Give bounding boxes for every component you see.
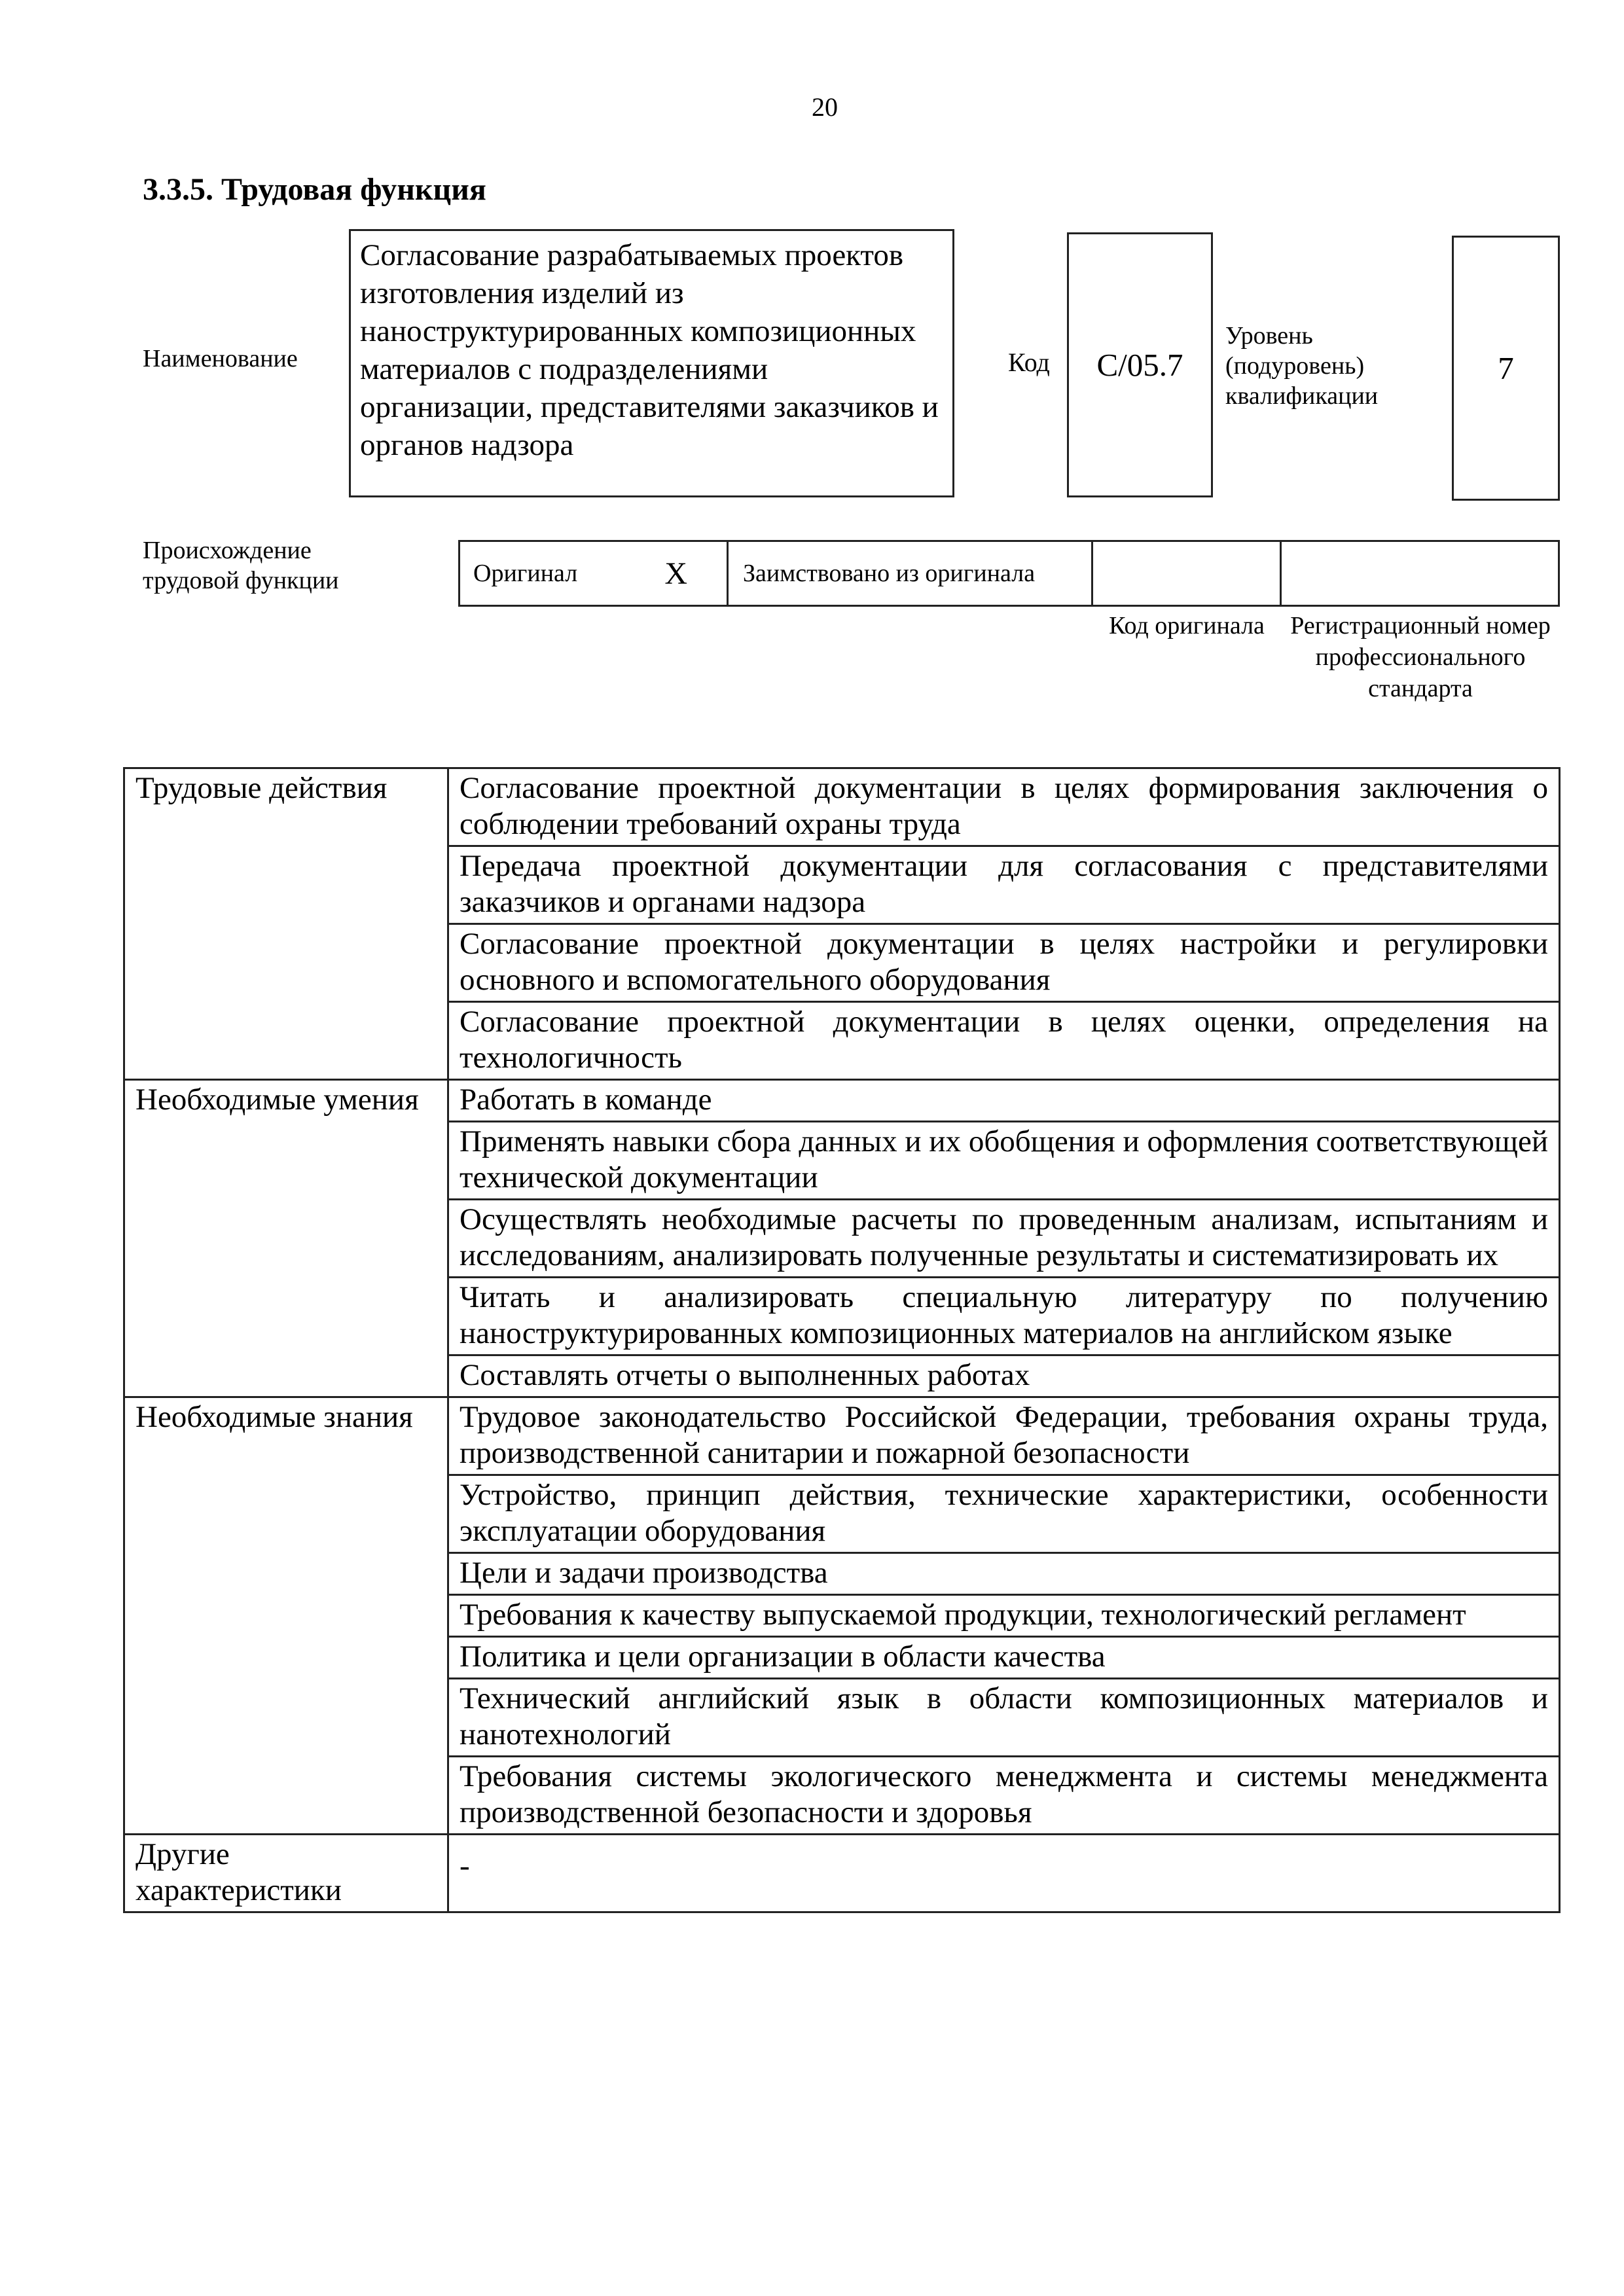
- item-cell: Трудовое законодательство Российской Федерации, требования охраны труда, производственной санитарии и пожарной безопасности: [448, 1397, 1560, 1475]
- origin-label: Происхождение трудовой функции: [143, 537, 339, 594]
- borrowed-label: Заимствовано из оригинала: [743, 560, 1036, 587]
- category-cell: Необходимые умения: [124, 1080, 448, 1397]
- item-cell: Работать в команде: [448, 1080, 1560, 1122]
- competency-table: [123, 767, 1561, 1913]
- function-name-box: Согласование разрабатываемых проектов изготовления изделий из наноструктурированных композиционных материалов с подразделениями организации, представителями заказчиков и органов надзора: [349, 229, 954, 497]
- original-cell: [460, 542, 729, 605]
- origin-row: [458, 540, 1560, 607]
- code-original-label: Код оригинала: [1109, 612, 1265, 639]
- item-cell: Устройство, принцип действия, технические характеристики, особенности эксплуатации оборудования: [448, 1475, 1560, 1553]
- item-cell: -: [448, 1835, 1560, 1912]
- item-cell: Согласование проектной документации в целях настройки и регулировки основного и вспомогательного оборудования: [448, 924, 1560, 1002]
- original-label: Оригинал: [473, 560, 578, 587]
- table-row: [124, 768, 1560, 846]
- item-cell: Технический английский язык в области композиционных материалов и нанотехнологий: [448, 1679, 1560, 1757]
- table-row: [124, 1080, 1560, 1122]
- item-cell: Передача проектной документации для согласования с представителями заказчиков и органами надзора: [448, 846, 1560, 924]
- reg-number-label: Регистрационный номер профессионального стандарта: [1290, 612, 1551, 702]
- code-label: Код: [1008, 348, 1050, 377]
- page-number: 20: [812, 92, 838, 122]
- item-cell: Цели и задачи производства: [448, 1553, 1560, 1595]
- code-value-box: [1067, 232, 1213, 497]
- name-label: Наименование: [143, 345, 298, 372]
- item-cell: Составлять отчеты о выполненных работах: [448, 1355, 1560, 1397]
- level-value: 7: [1498, 350, 1514, 386]
- code-value: C/05.7: [1096, 347, 1183, 383]
- item-cell: Политика и цели организации в области качества: [448, 1637, 1560, 1679]
- item-cell: Читать и анализировать специальную литературу по получению наноструктурированных композиционных материалов на английском языке: [448, 1278, 1560, 1355]
- item-cell: Требования системы экологического менеджмента и системы менеджмента производственной безопасности и здоровья: [448, 1757, 1560, 1835]
- level-label: Уровень (подуровень) квалификации: [1225, 322, 1379, 410]
- table-row: [124, 1835, 1560, 1912]
- item-cell: Требования к качеству выпускаемой продукции, технологический регламент: [448, 1595, 1560, 1637]
- section-title: 3.3.5. Трудовая функция: [143, 172, 486, 207]
- category-cell: Необходимые знания: [124, 1397, 448, 1835]
- original-mark: X: [664, 556, 687, 591]
- item-cell: Применять навыки сбора данных и их обобщения и оформления соответствующей технической документации: [448, 1122, 1560, 1200]
- item-cell: Согласование проектной документации в целях оценки, определения на технологичность: [448, 1002, 1560, 1080]
- reg-number-cell: [1282, 542, 1558, 605]
- item-cell: Осуществлять необходимые расчеты по проведенным анализам, испытаниям и исследованиям, анализировать полученные результаты и систематизировать их: [448, 1200, 1560, 1278]
- item-cell: Согласование проектной документации в целях формирования заключения о соблюдении требований охраны труда: [448, 768, 1560, 846]
- category-cell: Трудовые действия: [124, 768, 448, 1080]
- code-original-cell: [1093, 542, 1282, 605]
- borrowed-cell: [729, 542, 1093, 605]
- category-cell: Другие характеристики: [124, 1835, 448, 1912]
- table-row: [124, 1397, 1560, 1475]
- level-value-box: [1452, 236, 1560, 501]
